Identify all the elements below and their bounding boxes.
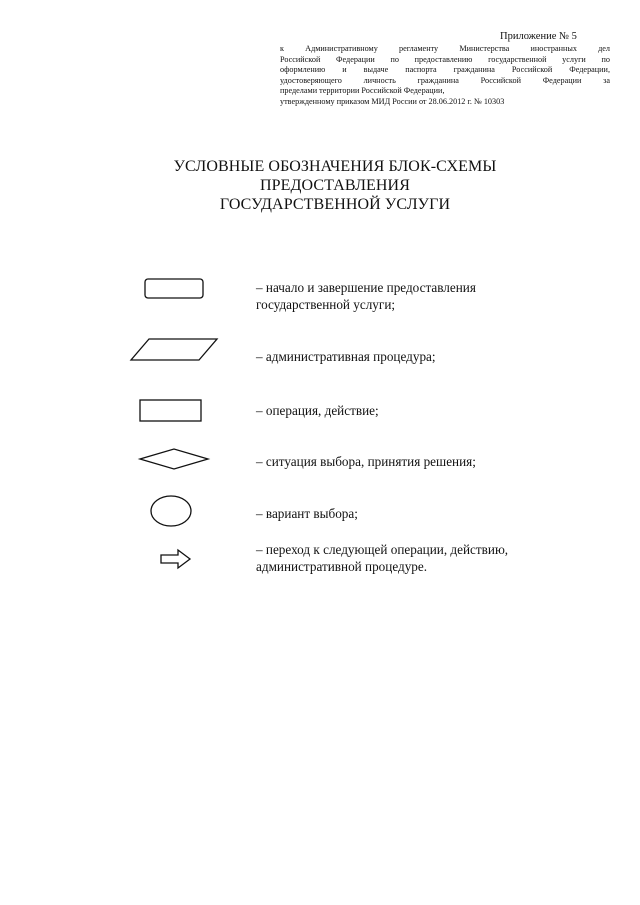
legend-description-operation xyxy=(256,402,576,419)
legend-text: – переход к следующей операции, действию, xyxy=(256,542,509,557)
appendix-line: утвержденному приказом МИД России от 28.06.2012 г. № 10303 xyxy=(280,96,505,106)
legend-text: – ситуация выбора, принятия решения; xyxy=(256,454,476,469)
legend-text: – вариант выбора; xyxy=(256,506,358,521)
page-title-line: УСЛОВНЫЕ ОБОЗНАЧЕНИЯ БЛОК-СХЕМЫ ПРЕДОСТАВЛЕНИЯ xyxy=(173,158,497,194)
legend-description-transition xyxy=(256,541,576,575)
legend-text: – начало и завершение предоставления xyxy=(256,280,476,295)
appendix-line: к Административному регламенту Министерства иностранных дел xyxy=(280,44,610,53)
legend-description-option xyxy=(256,505,576,522)
appendix-line: Российской Федерации по предоставлению государственной услуги по xyxy=(280,54,610,64)
legend-text: государственной услуги; xyxy=(256,297,396,312)
rectangle-icon xyxy=(125,399,225,439)
appendix-line: удостоверяющего личность гражданина Российской Федерации за xyxy=(280,75,610,85)
legend-description-procedure xyxy=(256,348,576,365)
appendix-reference xyxy=(280,44,610,108)
arrow-right-icon xyxy=(125,549,225,589)
rhombus-icon xyxy=(125,448,225,488)
rounded-rectangle-icon xyxy=(125,278,225,318)
page-title xyxy=(100,157,570,214)
legend-description-choice xyxy=(256,453,576,470)
appendix-title: Приложение № 5 xyxy=(500,31,577,42)
legend-text: – административная процедура; xyxy=(256,349,436,364)
ellipse-icon xyxy=(125,496,225,536)
legend-text: административной процедуре. xyxy=(256,559,428,574)
page-title-line: ГОСУДАРСТВЕННОЙ УСЛУГИ xyxy=(219,196,451,213)
appendix-line: оформлению и выдаче паспорта гражданина Российской Федерации, xyxy=(280,65,610,75)
legend-text: – операция, действие; xyxy=(256,403,379,418)
parallelogram-icon xyxy=(125,338,225,378)
appendix-line: пределами территории Российской Федерации, xyxy=(280,86,445,96)
legend-description-start-end xyxy=(256,279,576,313)
